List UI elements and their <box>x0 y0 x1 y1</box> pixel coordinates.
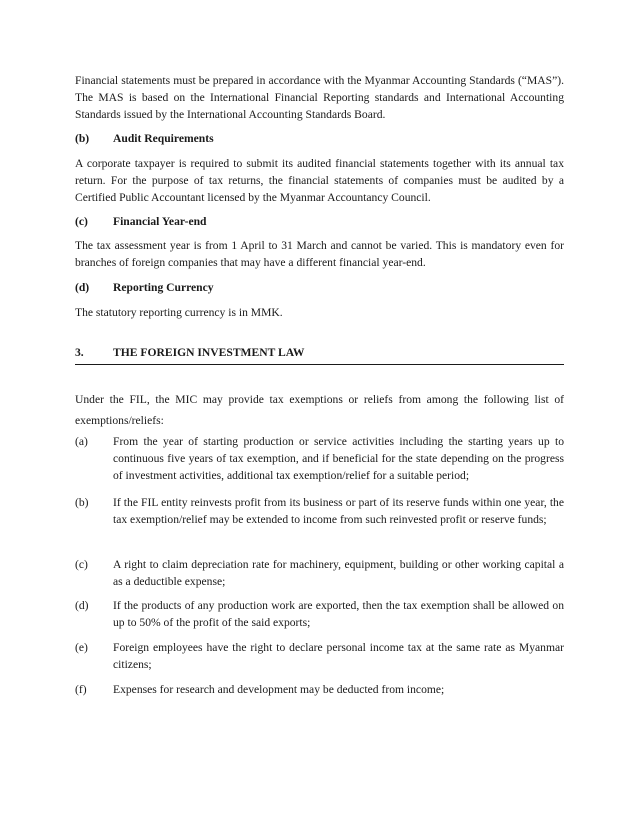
intro-paragraph <box>75 73 564 123</box>
audit-heading <box>75 131 564 148</box>
list-item-label: (e) <box>75 641 88 654</box>
list-item-text: If the FIL entity reinvests profit from its business or part of its reserve funds within one year, the tax exemption/relief may be extended to income from such reinvested profit or reserve funds; <box>113 496 564 526</box>
section-3-intro <box>75 389 564 431</box>
list-item-text: From the year of starting production or service activities including the starting years up to continuous five years of tax exemption, and if beneficial for the state depending on the progress of investment activities, additional tax exemption/relief for a suitable period; <box>113 435 564 482</box>
section-3-title: THE FOREIGN INVESTMENT LAW <box>113 346 305 359</box>
year-end-paragraph <box>75 238 564 272</box>
year-end-title: Financial Year-end <box>113 215 207 228</box>
audit-label: (b) <box>75 132 90 145</box>
section-3-heading <box>75 345 564 365</box>
year-end-label: (c) <box>75 215 88 228</box>
currency-heading <box>75 280 564 297</box>
section-3-number: 3. <box>75 346 84 359</box>
list-item <box>75 598 564 632</box>
year-end-text: The tax assessment year is from 1 April to 31 March and cannot be varied. This is mandatory even for branches of foreign companies that may have a different financial year-end. <box>75 239 564 269</box>
audit-paragraph <box>75 156 564 206</box>
section-3-intro-text: Under the FIL, the MIC may provide tax exemptions or reliefs from among the following list of exemptions/reliefs: <box>75 393 564 427</box>
list-item <box>75 495 564 529</box>
currency-text: The statutory reporting currency is in MMK. <box>75 306 283 319</box>
list-item-text: Foreign employees have the right to declare personal income tax at the same rate as Myanmar citizens; <box>113 641 564 671</box>
currency-title: Reporting Currency <box>113 281 214 294</box>
audit-text: A corporate taxpayer is required to submit its audited financial statements together with its annual tax return. For the purpose of tax returns, the financial statements of companies must be audited by a Certified Public Accountant licensed by the Myanmar Accountancy Council. <box>75 157 564 204</box>
audit-title: Audit Requirements <box>113 132 214 145</box>
currency-paragraph <box>75 305 564 322</box>
list-item <box>75 557 564 591</box>
year-end-heading <box>75 214 564 231</box>
list-item-text: Expenses for research and development may be deducted from income; <box>113 683 445 696</box>
list-item-label: (c) <box>75 558 88 571</box>
list-item <box>75 640 564 674</box>
list-item-label: (b) <box>75 496 89 509</box>
list-item-text: If the products of any production work are exported, then the tax exemption shall be allowed on up to 50% of the profit of the said exports; <box>113 599 564 629</box>
list-item-label: (a) <box>75 435 88 448</box>
currency-label: (d) <box>75 281 90 294</box>
list-item <box>75 682 564 699</box>
list-item-label: (f) <box>75 683 87 696</box>
list-item-label: (d) <box>75 599 89 612</box>
intro-text: Financial statements must be prepared in accordance with the Myanmar Accounting Standards (“MAS”). The MAS is based on the International Financial Reporting standards and International Accounting Standards issued by the International Accounting Standards Board. <box>75 74 564 121</box>
list-item-text: A right to claim depreciation rate for machinery, equipment, building or other working capital a as a deductible expense; <box>113 558 564 588</box>
list-item <box>75 434 564 484</box>
